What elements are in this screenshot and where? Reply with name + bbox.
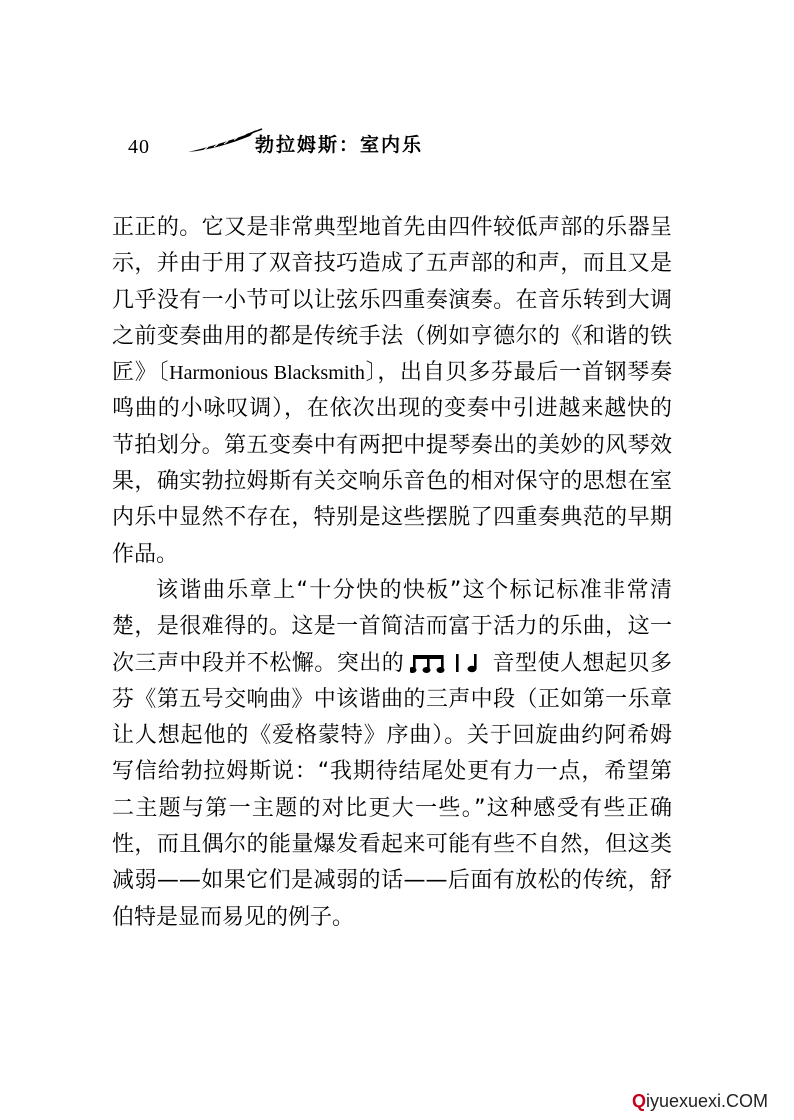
running-title: 勃拉姆斯：室内乐 xyxy=(255,134,424,156)
paragraph-2-text-a: 该谐曲乐章上“十分快的快板”这个标记标准非常清楚，是很难得的。这是一首简洁而富于活力的乐曲，这一次三声中段并不松懈。突出的 xyxy=(112,577,672,676)
watermark-suffix: .COM xyxy=(721,1091,768,1111)
watermark-logo-letter: Q xyxy=(631,1091,646,1111)
rhythm-figure-icon xyxy=(410,652,486,674)
paragraph-2-text-b: 音型使人想起贝多芬《第五号交响曲》中该谐曲的三声中段（正如第一乐章让人想起他的《爱格蒙特》序曲）。关于回旋曲约阿希姆写信给勃拉姆斯说：“我期待结尾处更有力一点，希望第二主题与第一主题的对比更大一些。”这种感受有些正确性，而且偶尔的能量爆发看起来可能有些不自然，但这类减弱——如果它们是减弱的话——后面有放松的传统，舒伯特是显而易见的例子。 xyxy=(112,650,672,930)
watermark-text: iyuexuexi xyxy=(645,1091,721,1111)
paragraph-1-text-b: 〕，出自贝多芬最后一首钢琴奏鸣曲的小咏叹调），在依次出现的变奏中引进越来越快的节拍划分。第五变奏中有两把中提琴奏出的美妙的风琴效果，确实勃拉姆斯有关交响乐音色的相对保守的思想在室内乐中显然不存在，特别是这些摆脱了四重奏典范的早期作品。 xyxy=(112,360,672,567)
paragraph-2 xyxy=(112,573,672,936)
work-title-latin: Harmonious Blacksmith xyxy=(169,362,365,385)
page-number: 40 xyxy=(128,136,150,158)
site-watermark xyxy=(632,1091,768,1112)
paragraph-1-text-a: 正正的。它又是非常典型地首先由四件较低声部的乐器呈示，并由于用了双音技巧造成了五声部的和声，而且又是几乎没有一小节可以让弦乐四重奏演奏。在音乐转到大调之前变奏曲用的都是传统手法（例如亨德尔的《和谐的铁匠》〔 xyxy=(112,215,672,386)
quill-ornament-icon xyxy=(186,128,266,156)
page-header xyxy=(128,128,688,168)
paragraph-1 xyxy=(112,210,672,573)
body-text xyxy=(112,210,672,936)
